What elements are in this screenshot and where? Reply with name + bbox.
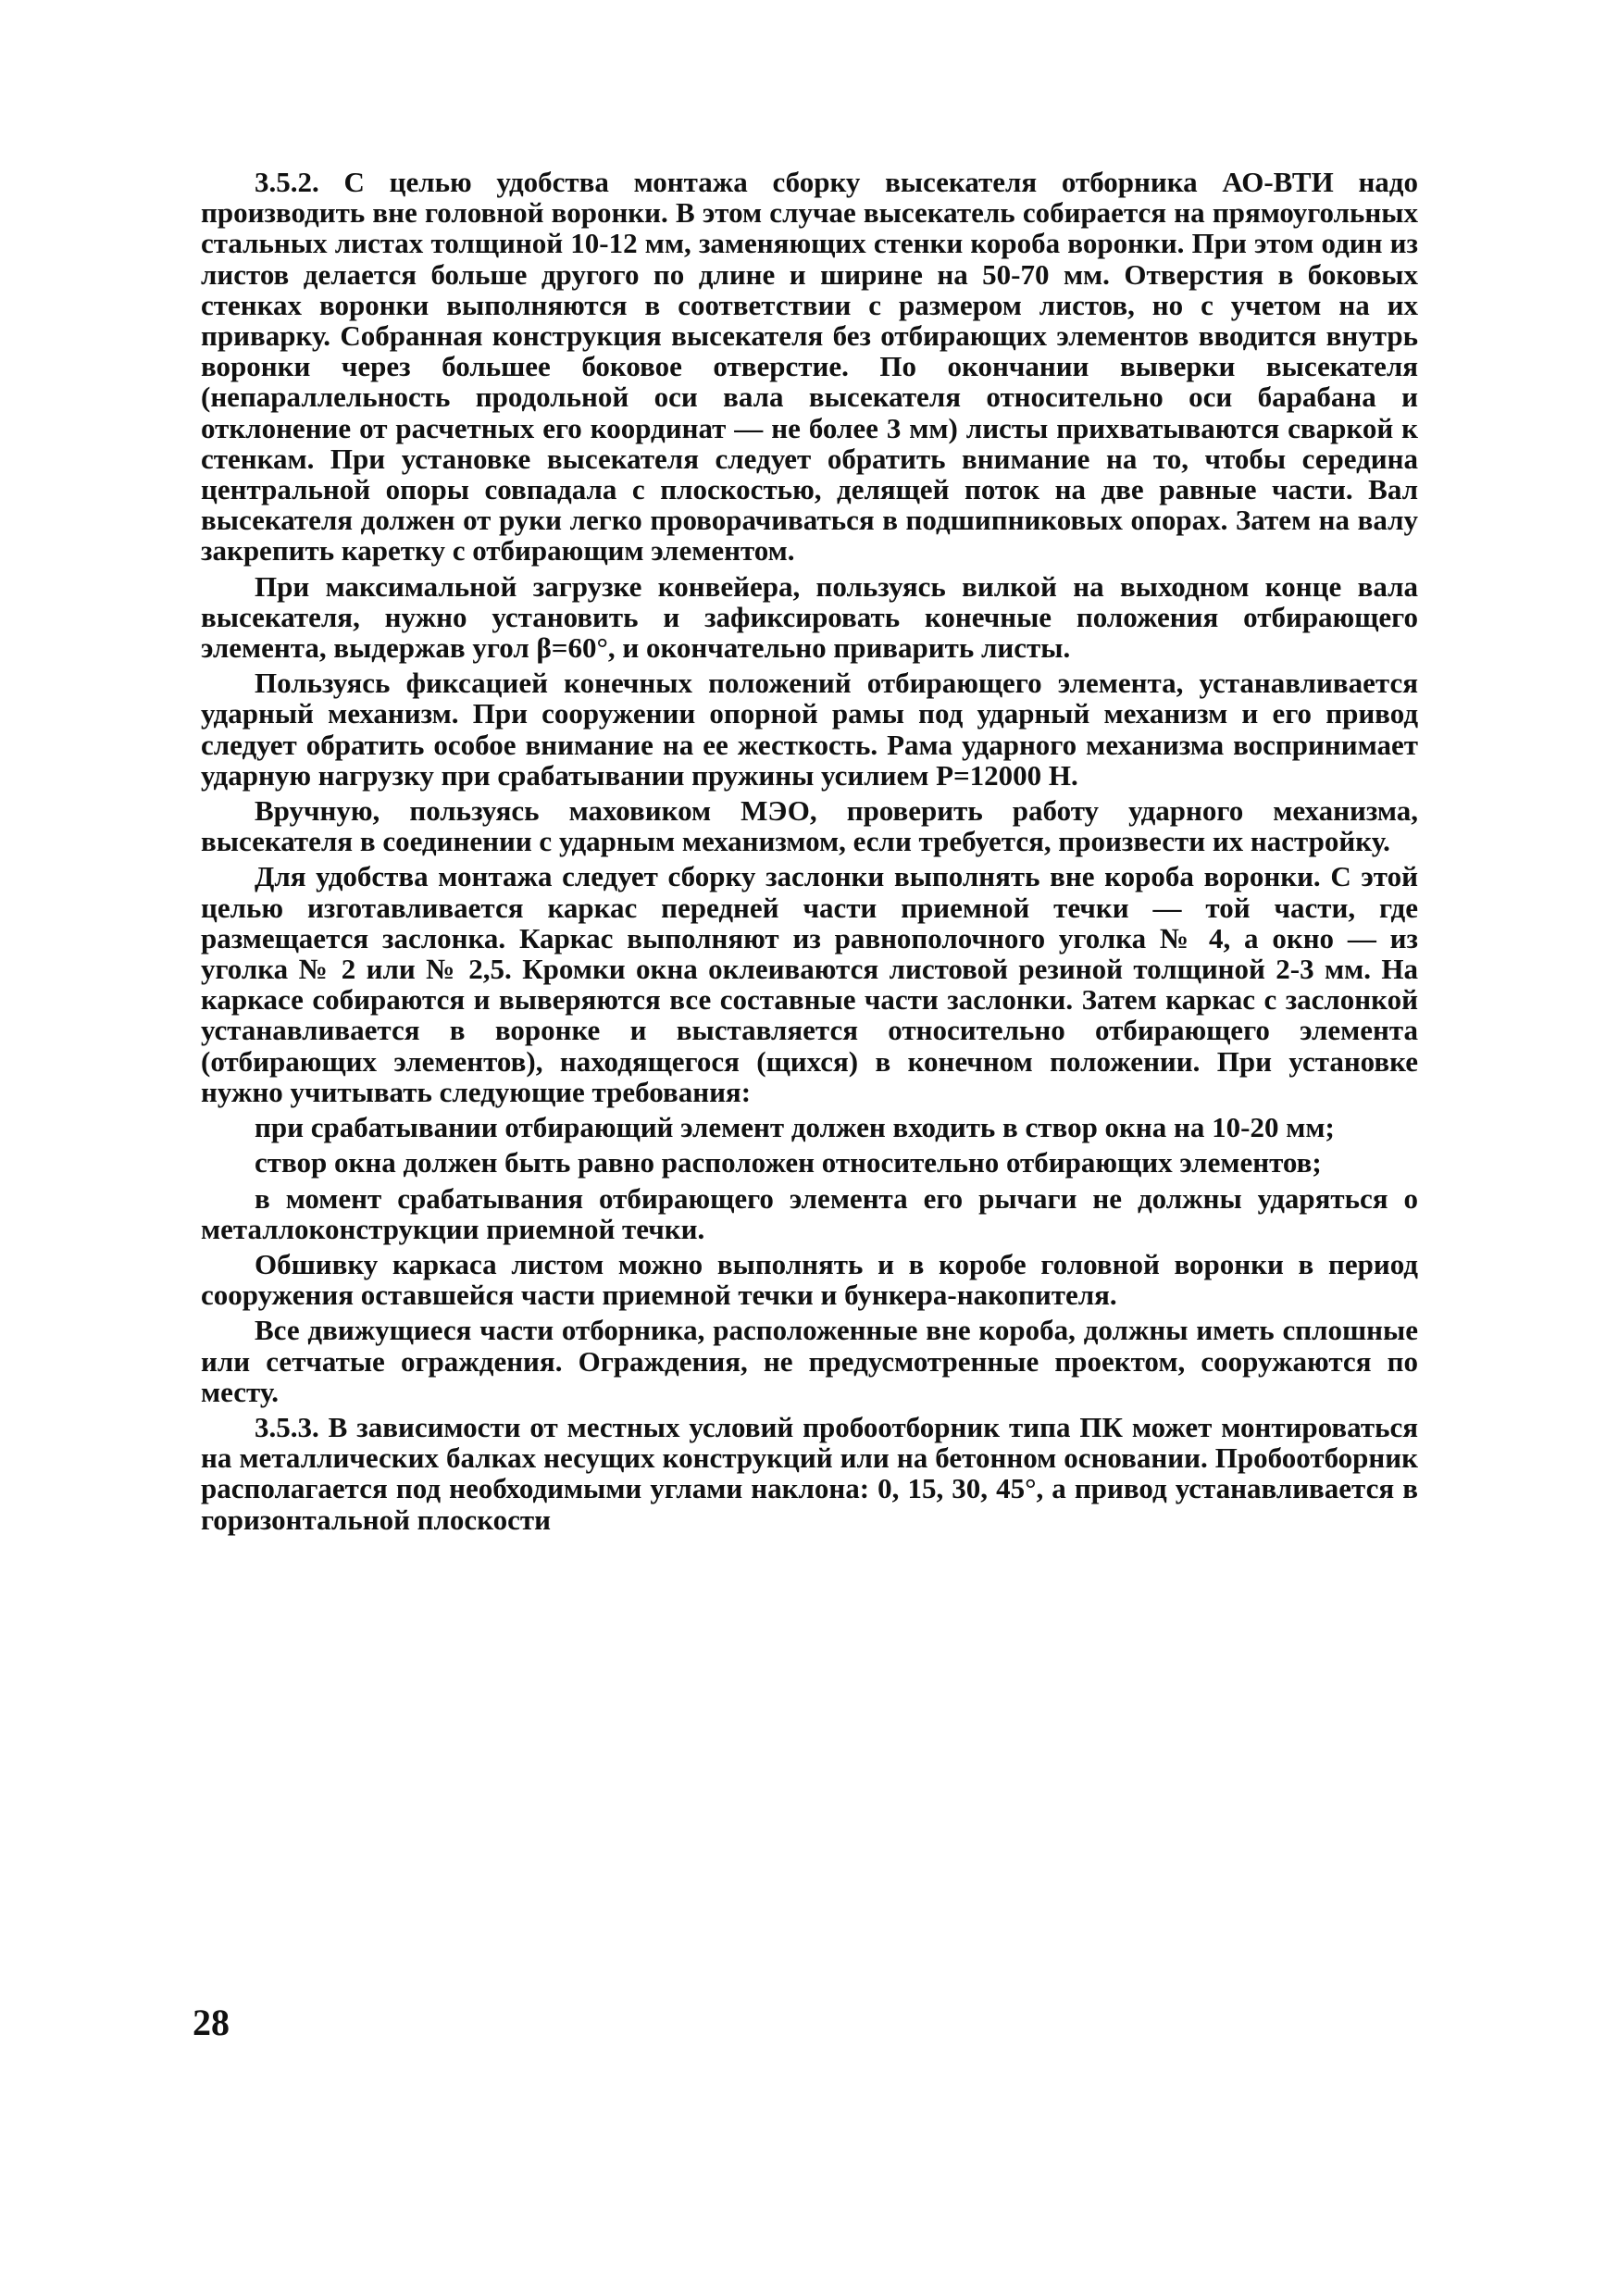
paragraph-sheathing: Обшивку каркаса листом можно выполнять и в коробе головной воронки в период сооружения оставшейся части приемной течки и бункера-накопителя.	[201, 1247, 1418, 1312]
paragraph-guards: Все движущиеся части отборника, расположенные вне короба, должны иметь сплошные или сетчатые ограждения. Ограждения, не предусмотренные проектом, сооружаются по месту.	[201, 1314, 1418, 1408]
requirement-item-3: в момент срабатывания отбирающего элемента его рычаги не должны ударяться о металлоконструкции приемной течки.	[201, 1181, 1418, 1245]
requirement-item-1: при срабатывании отбирающий элемент должен входить в створ окна на 10-20 мм;	[255, 1111, 1335, 1144]
paragraph-3-5-3: 3.5.3. В зависимости от местных условий пробоотборник типа ПК может монтироваться на металлических балках несущих конструкций или на бетонном основании. Пробоотборник располагается под необходимыми углами наклона: 0, 15, 30, 45°, а привод устанавливается в горизонтальной плоскости	[201, 1410, 1418, 1536]
paragraph-3-5-2: 3.5.2. С целью удобства монтажа сборку высекателя отборника АО-ВТИ надо производить вне головной воронки. В этом случае высекатель собирается на прямоугольных стальных листах толщиной 10-12 мм, заменяющих стенки короба воронки. При этом один из листов делается больше другого по длине и ширине на 50-70 мм. Отверстия в боковых стенках воронки выполняются в соответствии с размером листов, но с учетом на их приварку. Собранная конструкция высекателя без отбирающих элементов вводится внутрь воронки через большее боковое отверстие. По окончании выверки высекателя (непараллельность продольной оси вала высекателя относительно оси барабана и отклонение от расчетных его координат — не более 3 мм) листы прихватываются сваркой к стенкам. При установке высекателя следует обратить внимание на то, чтобы середина центральной опоры совпадала с плоскостью, делящей поток на две равные части. Вал высекателя должен от руки легко проворачиваться в подшипниковых опорах. Затем на валу закрепить каретку с отбирающим элементом.	[201, 166, 1418, 568]
body-text	[201, 167, 1418, 1540]
requirement-item-2: створ окна должен быть равно расположен относительно отбирающих элементов;	[255, 1146, 1322, 1179]
paragraph-gate-assembly: Для удобства монтажа следует сборку заслонки выполнять вне короба воронки. С этой целью изготавливается каркас передней части приемной течки — той части, где размещается заслонка. Каркас выполняют из равнополочного уголка № 4, а окно — из уголка № 2 или № 2,5. Кромки окна оклеиваются листовой резиной толщиной 2-3 мм. На каркасе собираются и выверяются все составные части заслонки. Затем каркас с заслонкой устанавливается в воронке и выставляется относительно отбирающего элемента (отбирающих элементов), находящегося (щихся) в конечном положении. При установке нужно учитывать следующие требования:	[201, 860, 1418, 1108]
paragraph-impact-mechanism: Пользуясь фиксацией конечных положений отбирающего элемента, устанавливается ударный механизм. При сооружении опорной рамы под ударный механизм и его привод следует обратить особое внимание на ее жесткость. Рама ударного механизма воспринимает ударную нагрузку при срабатывании пружины усилием Р=12000 Н.	[201, 667, 1418, 792]
paragraph-manual-check: Вручную, пользуясь маховиком МЭО, проверить работу ударного механизма, высекателя в соединении с ударным механизмом, если требуется, произвести их настройку.	[201, 794, 1418, 858]
paragraph-max-load: При максимальной загрузке конвейера, пользуясь вилкой на выходном конце вала высекателя, нужно установить и зафиксировать конечные положения отбирающего элемента, выдержав угол β=60°, и окончательно приварить листы.	[201, 569, 1418, 665]
page-number: 28	[193, 2002, 230, 2043]
